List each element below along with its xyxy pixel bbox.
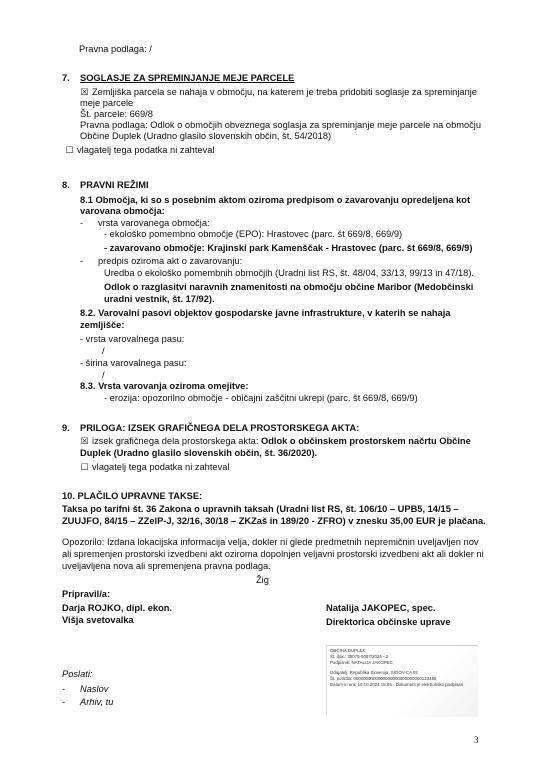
section-9-number: 9. [62, 423, 70, 433]
notice-line-1: Opozorilo: Izdana lokacijska informacija velja, dokler ni glede predmetnih nepremičnin uveljavljen nov [62, 537, 479, 547]
section-9-title: PRILOGA: IZSEK GRAFIČNEGA DELA PROSTORSKEGA AKTA: [80, 423, 360, 433]
applicant-text-9: vlagatelj tega podatka ni zahteval [92, 462, 230, 472]
legal-basis-top: Pravna podlaga: / [79, 44, 152, 54]
belt-type: - vrsta varovalnega pasu: [80, 334, 185, 344]
applicant-not-requested-7 [65, 145, 214, 157]
page-number: 3 [474, 735, 479, 745]
erosion-line: - erozija: opozorilno območje - običajni zaščitni ukrepi (parc. št 669/8, 669/9) [104, 393, 418, 403]
checkbox-checked[interactable]: ☒ [80, 87, 89, 97]
recipient-address: Naslov [80, 684, 109, 694]
preparer-title: Višja svetovalka [62, 615, 134, 625]
preparer-name: Darja ROJKO, dipl. ekon. [62, 603, 173, 613]
applicant-not-requested-9 [80, 462, 229, 474]
electronic-signature-stamp [326, 645, 478, 717]
regulation-2b: uradni vestnik, št. 17/92). [104, 294, 215, 304]
regulation-label: predpis oziroma akt o zavarovanju: [98, 256, 243, 266]
stamp-line: Datum in ura: 10.10.2024 15:05 - Dokument je elektronsko podpisan [330, 682, 464, 687]
section-7-number: 7. [62, 73, 70, 83]
stamp-line: Podpisnik: NATALIJA JAKOPEC [330, 660, 393, 665]
director-name: Natalija JAKOPEC, spec. [326, 603, 436, 613]
dash: - [80, 218, 84, 228]
checkbox-unchecked[interactable]: ☐ [65, 145, 74, 155]
notice-line-3: uveljavljena nova ali spremenjena pravna podlaga. [62, 561, 271, 571]
sub-8-2-title-a: 8.2. Varovalni pasovi objektov gospodarske javne infrastrukture, v katerih se nahaja [80, 308, 451, 318]
consent-text-2: meje parcele [80, 98, 134, 108]
epo-line: - ekološko pomembno območje (EPO): Hrastovec (parc. št 669/8, 669/9) [104, 229, 403, 239]
excerpt-text: izsek grafičnega dela prostorskega akta: [92, 436, 261, 446]
dash: - [62, 697, 66, 707]
seal-label: Žig [256, 575, 269, 585]
stamp-line: OBČINA DUPLEK [330, 648, 366, 653]
prepared-by-label: Pripravil/a: [62, 589, 111, 599]
excerpt-bold-1: Odlok o občinskem prostorskem načrtu Občine [261, 436, 471, 446]
parcel-number: Št. parcele: 669/8 [80, 109, 153, 119]
dash: - [62, 684, 66, 694]
consent-text-1: Zemljiška parcela se nahaja v območju, na katerem je treba pridobiti soglasje za spreminjanje [92, 87, 477, 97]
belt-type-value: / [102, 346, 105, 356]
applicant-text-7: vlagatelj tega podatka ni zahteval [77, 145, 215, 155]
legal-basis-7a: Pravna podlaga: Odlok o območjih obveznega soglasja za spreminjanje meje parcele na območju [80, 120, 482, 130]
fee-line-1: Taksa po tarifni št. 36 Zakona o upravnih taksah (Uradni list RS, št. 106/10 – UPB5, 14/15 – [62, 504, 459, 514]
stamp-line: Št. potrdila: 0000000000000000000000000000123456 [330, 676, 437, 681]
belt-width-value: / [102, 370, 105, 380]
sub-8-3-title: 8.3. Vrsta varovanja oziroma omejitve: [80, 381, 249, 391]
excerpt-bold-2: Duplek (Uradno glasilo slovenskih občin, št. 36/2020). [80, 448, 318, 458]
dash: - [80, 256, 84, 266]
protected-area-line: - zavarovano območje: Krajinski park Kamenščak - Hrastovec (parc. št 669/8, 669/9) [104, 243, 473, 253]
stamp-line: Izdajatelj: Republika Slovenija, SIGOV-CA 02 [330, 670, 418, 675]
section-10-title: 10. PLAČILO UPRAVNE TAKSE: [62, 491, 203, 501]
graphic-excerpt-line [80, 436, 471, 448]
regulation-2a: Odlok o razglasitvi naravnih znamenitosti na območju občine Maribor (Medobčinski [104, 282, 474, 292]
send-to-label: Poslati: [62, 669, 93, 679]
section-8-title: PRAVNI REŽIMI [80, 180, 149, 190]
checkbox-unchecked[interactable]: ☐ [80, 462, 89, 472]
section-8-number: 8. [62, 180, 70, 190]
checkbox-checked[interactable]: ☒ [80, 436, 89, 446]
legal-basis-7b: Občine Duplek (Uradno glasilo slovenskih občin, št. 54/2018) [80, 131, 332, 141]
fee-line-2: ZUUJFO, 84/15 – ZZelP-J, 32/16, 30/18 – ZKZaš in 189/20 - ZFRO) v znesku 35,00 EUR je plačana. [62, 516, 486, 526]
stamp-line: Št. dok.: 35075-0097/2024 - 2 [330, 654, 389, 659]
belt-width: - širina varovalnega pasu: [80, 358, 187, 368]
sub-8-1-title-a: 8.1 Območja, ki so s posebnim aktom oziroma predpisom o zavarovanju opredeljena kot [80, 195, 471, 205]
regulation-1: Uredba o ekološko pomembnih območjih (Uradni list RS, št. 48/04, 33/13, 99/13 in 47/18). [104, 268, 475, 278]
notice-line-2: ali spremenjen prostorski izvedbeni akt oziroma dopolnjen veljavni prostorski izvedbeni akt ali dokler ni [62, 549, 484, 559]
sub-8-1-title-b: varovana območja: [80, 206, 165, 216]
sub-8-2-title-b: zemljišče: [80, 320, 125, 330]
section-7-title: SOGLASJE ZA SPREMINJANJE MEJE PARCELE [80, 73, 295, 83]
consent-required-line [80, 87, 477, 99]
director-title: Direktorica občinske uprave [326, 617, 451, 627]
protected-area-type-label: vrsta varovanega območja: [98, 218, 210, 228]
recipient-archive: Arhiv, tu [80, 697, 114, 707]
